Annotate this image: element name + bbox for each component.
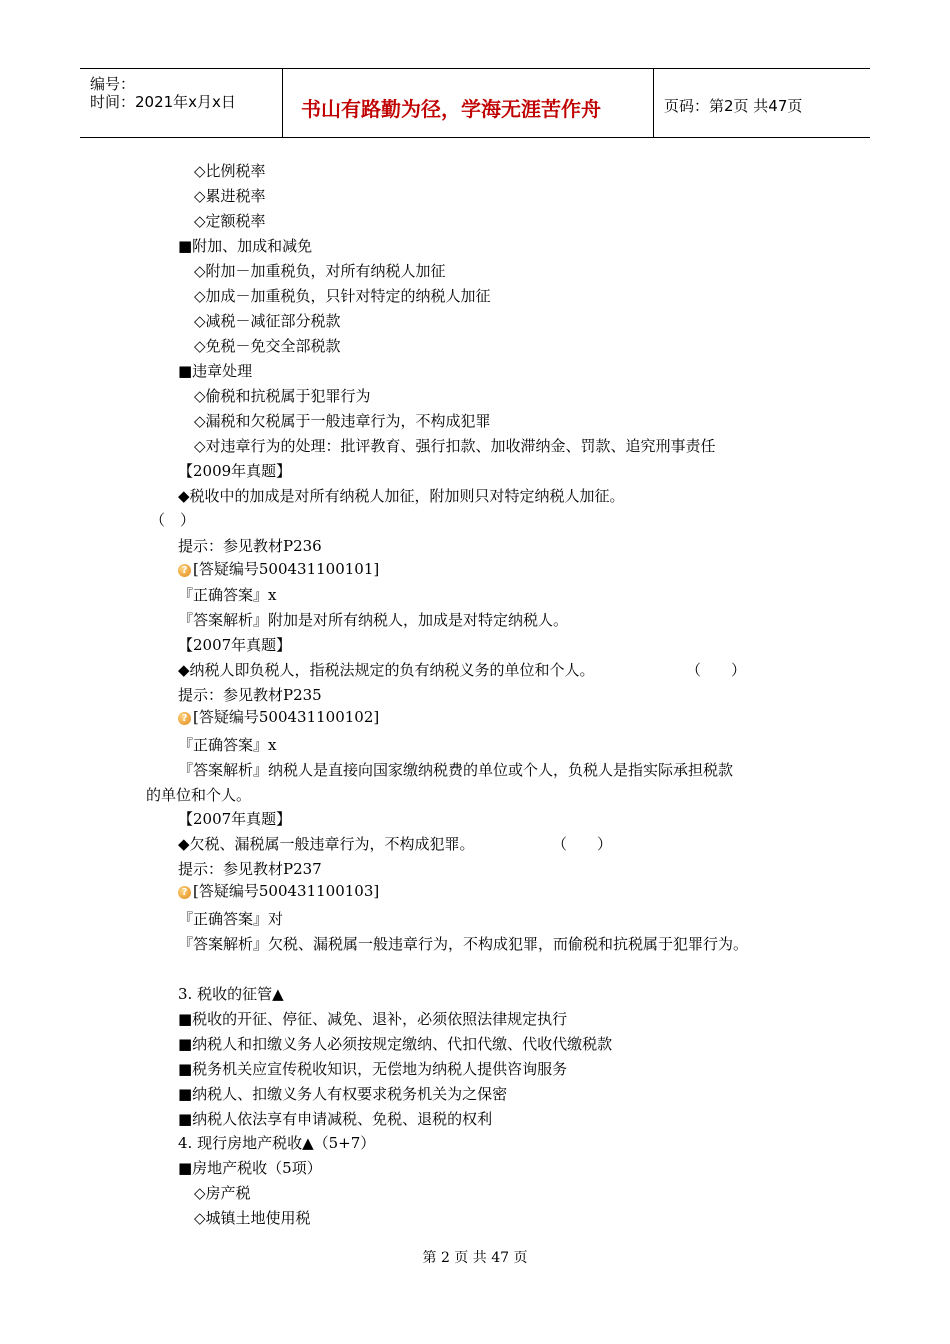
section-heading: ■房地产税收（5项） [178, 1159, 322, 1177]
list-item: ◇对违章行为的处理：批评教育、强行扣款、加收滞纳金、罚款、追究刑事责任 [194, 437, 716, 455]
answer-analysis: 『答案解析』欠税、漏税属一般违章行为，不构成犯罪，而偷税和抗税属于犯罪行为。 [178, 935, 749, 953]
header-meta [80, 69, 283, 137]
list-item: ■纳税人依法享有申请减税、免税、退税的权利 [178, 1110, 493, 1128]
question: ◆纳税人即负税人，指税法规定的负有纳税义务的单位和个人。 [178, 661, 595, 679]
exam-heading: 【2009年真题】 [178, 462, 292, 480]
page-footer: 第 2 页 共 47 页 [422, 1250, 528, 1266]
hint: 提示：参见教材P235 [178, 686, 322, 704]
list-item: ■纳税人、扣缴义务人有权要求税务机关为之保密 [178, 1085, 508, 1103]
answer-blank: （ ） [150, 511, 196, 529]
list-item: ◇减税－减征部分税款 [194, 312, 341, 330]
section-heading: 3. 税收的征管▲ [178, 985, 284, 1003]
list-item: ◇定额税率 [194, 212, 266, 230]
question-mark-icon: ? [178, 564, 191, 577]
list-item: ◇累进税率 [194, 187, 266, 205]
qa-ref-text: [答疑编号500431100103] [193, 882, 380, 900]
list-item: ◇城镇土地使用税 [194, 1209, 311, 1227]
list-item: ◇房产税 [194, 1184, 251, 1202]
qa-ref-text: [答疑编号500431100101] [193, 560, 380, 578]
answer-analysis-cont: 的单位和个人。 [146, 786, 252, 804]
question: ◆税收中的加成是对所有纳税人加征，附加则只对特定纳税人加征。 [178, 487, 625, 505]
question: ◆欠税、漏税属一般违章行为，不构成犯罪。 [178, 835, 475, 853]
section-heading: ■违章处理 [178, 362, 253, 380]
section-heading: 4. 现行房地产税收▲（5+7） [178, 1134, 376, 1152]
code-label: 编号： [90, 75, 136, 93]
hint: 提示：参见教材P237 [178, 860, 322, 878]
section-heading: ■附加、加成和减免 [178, 237, 313, 255]
date-label: 时间：2021年x月x日 [90, 93, 236, 111]
qa-ref [178, 560, 379, 578]
list-item: ◇附加－加重税负，对所有纳税人加征 [194, 262, 446, 280]
list-item: ◇漏税和欠税属于一般违章行为，不构成犯罪 [194, 412, 491, 430]
question-mark-icon: ? [178, 886, 191, 899]
hint: 提示：参见教材P236 [178, 537, 322, 555]
page-label: 页码：第2页 共47页 [664, 97, 803, 115]
list-item: ■税务机关应宣传税收知识，无偿地为纳税人提供咨询服务 [178, 1060, 568, 1078]
header-page-cell [654, 69, 870, 137]
list-item: ■税收的开征、停征、减免、退补，必须依照法律规定执行 [178, 1010, 568, 1028]
qa-ref-text: [答疑编号500431100102] [193, 708, 380, 726]
exam-heading: 【2007年真题】 [178, 810, 292, 828]
qa-ref [178, 882, 379, 900]
list-item: ◇免税－免交全部税款 [194, 337, 341, 355]
list-item: ◇比例税率 [194, 162, 266, 180]
answer-blank: （ ） [552, 835, 613, 853]
answer-analysis: 『答案解析』纳税人是直接向国家缴纳税费的单位或个人，负税人是指实际承担税款 [178, 761, 734, 779]
correct-answer: 『正确答案』x [178, 736, 277, 754]
motto: 书山有路勤为径，学海无涯苦作舟 [301, 97, 601, 121]
correct-answer: 『正确答案』x [178, 586, 277, 604]
list-item: ■纳税人和扣缴义务人必须按规定缴纳、代扣代缴、代收代缴税款 [178, 1035, 613, 1053]
header-motto-cell [283, 69, 654, 137]
correct-answer: 『正确答案』对 [178, 910, 284, 928]
question-mark-icon: ? [178, 712, 191, 725]
answer-analysis: 『答案解析』附加是对所有纳税人，加成是对特定纳税人。 [178, 611, 569, 629]
exam-heading: 【2007年真题】 [178, 636, 292, 654]
page-header [80, 68, 870, 138]
list-item: ◇加成－加重税负，只针对特定的纳税人加征 [194, 287, 491, 305]
answer-blank: （ ） [686, 661, 747, 679]
qa-ref [178, 708, 379, 726]
list-item: ◇偷税和抗税属于犯罪行为 [194, 387, 371, 405]
